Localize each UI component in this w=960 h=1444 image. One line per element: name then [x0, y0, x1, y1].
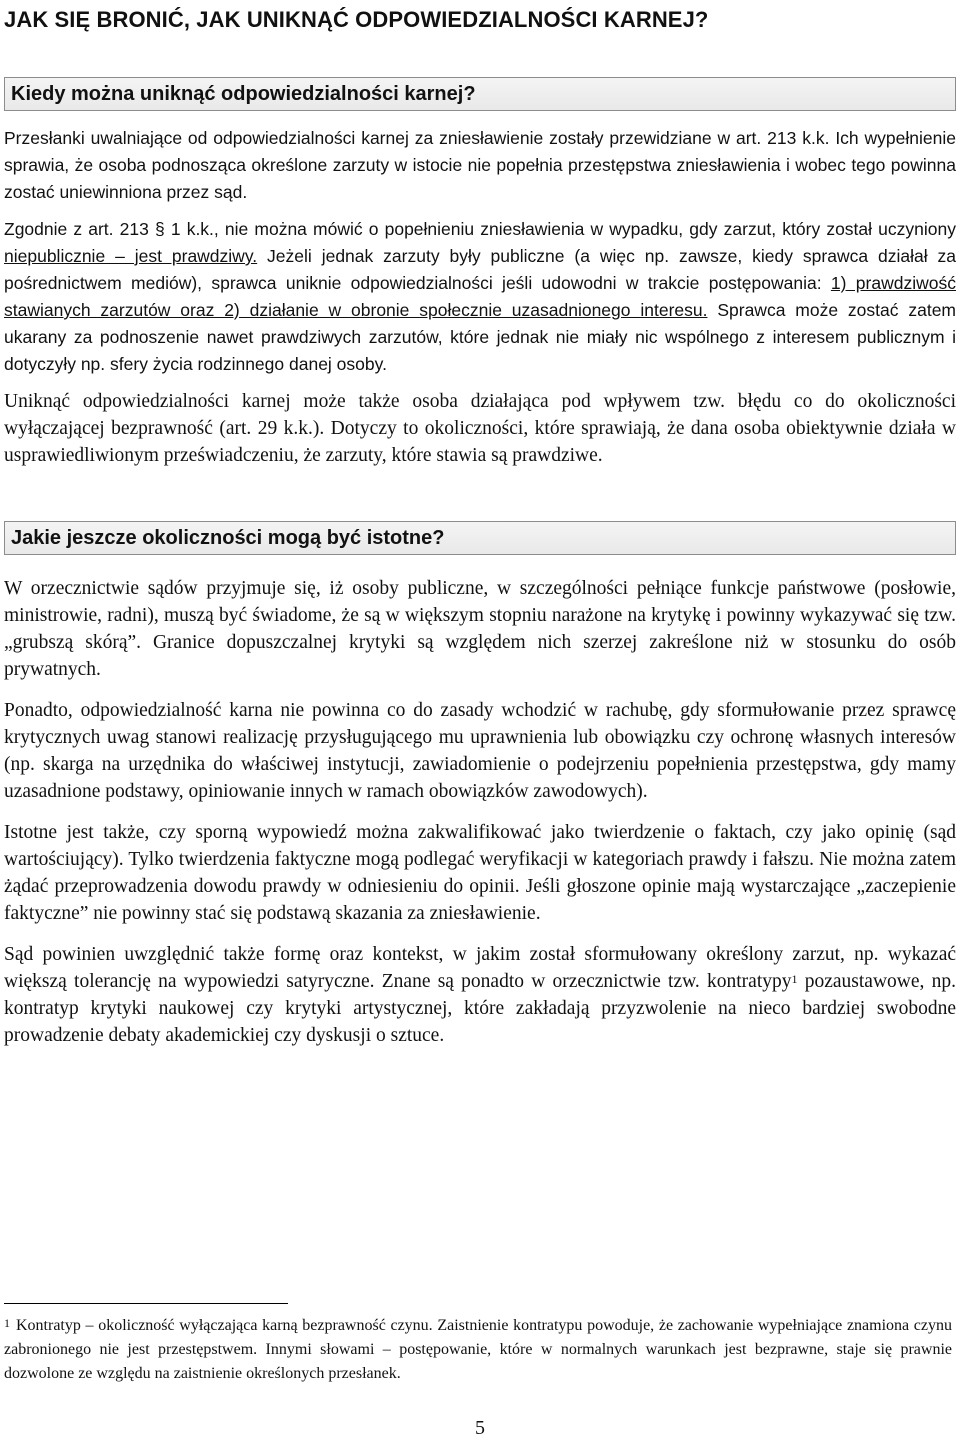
underlined-nonpublic-true: niepublicznie – jest prawdziwy.: [4, 246, 258, 266]
paragraph-facts-opinions: Istotne jest także, czy sporną wypowiedź można zakwalifikować jako twierdzenie o faktach, czy jako opinię (sąd wartościujący). Tylko twierdzenia faktyczne mogą podlegać weryfikacji w kategoriach prawdy i fałszu. Nie można zatem żądać przeprowadzenia dowodu prawdy w odniesieniu do opinii. Jeśli głoszone opinie mają wystarczające „zaczepienie faktyczne” nie powinny stać się podstawą skazania za zniesławienie.: [4, 822, 956, 924]
footnote-number: 1: [4, 1316, 10, 1330]
paragraph-premises: Przesłanki uwalniające od odpowiedzialności karnej za zniesławienie zostały przewidziane w art. 213 k.k. Ich wypełnienie sprawia, że osoba podnosząca określone zarzuty w istocie nie popełnia przestępstwa zniesławienia i wobec tego powinna zostać uniewinniona przez sąd.: [4, 128, 956, 202]
underlined-conditions: 1) prawdziwość stawianych zarzutów oraz 2) działanie w obronie społecznie uzasadnionego interesu.: [4, 273, 956, 320]
footnote: [4, 1314, 952, 1386]
paragraph-public-persons: W orzecznictwie sądów przyjmuje się, iż osoby publiczne, w szczególności pełniące funkcje państwowe (posłowie, ministrowie, radni), muszą być świadome, że są w większym stopniu narażone na krytykę i powinny wykazywać się tzw. „grubszą skórą”. Granice dopuszczalnej krytyki są względem nich szerzej zakreślone niż w stosunku do osób prywatnych.: [4, 578, 956, 680]
section-heading-circumstances: Jakie jeszcze okoliczności mogą być istotne?: [4, 521, 956, 555]
paragraph-form-context: [4, 941, 956, 1049]
paragraph-form-context-part-b: pozaustawowe, np. kontratyp krytyki naukowej czy krytyki artystycznej, które zakładają przyzwolenie na nieco bardziej swobodne prowadzenie debaty akademickiej czy dyskusji o sztuce.: [4, 971, 956, 1046]
footnote-reference[interactable]: 1: [791, 972, 798, 986]
page-number: 5: [475, 1417, 485, 1439]
paragraph-art-213: [4, 216, 956, 378]
section-heading-when: Kiedy można uniknąć odpowiedzialności karnej?: [4, 77, 956, 111]
document-title: JAK SIĘ BRONIĆ, JAK UNIKNĄĆ ODPOWIEDZIALNOŚCI KARNEJ?: [4, 7, 709, 32]
paragraph-art-213-part-c: Sprawca może zostać zatem ukarany za podnoszenie nawet prawdziwych zarzutów, które jednak nie miały nic wspólnego z interesem publicznym i dotyczyły np. sfery życia rodzinnego danej osoby.: [4, 300, 957, 374]
paragraph-form-context-part-a: Sąd powinien uwzględnić także formę oraz kontekst, w jakim został sformułowany określony zarzut, np. wykazać większą tolerancję na wypowiedzi satyryczne. Znane są ponadto w orzecznictwie tzw. kontratypy: [4, 944, 956, 992]
paragraph-error-art-29: Uniknąć odpowiedzialności karnej może także osoba działająca pod wpływem tzw. błędu co do okoliczności wyłączającej bezprawność (art. 29 k.k.). Dotyczy to okoliczności, które sprawiają, że dana osoba obiektywnie działa w usprawiedliwionym przeświadczeniu, że zarzuty, które stawia są prawdziwe.: [4, 391, 956, 466]
paragraph-art-213-part-a: Zgodnie z art. 213 § 1 k.k., nie można mówić o popełnieniu zniesławienia w wypadku, gdy zarzut, który został uczyniony: [4, 219, 956, 239]
paragraph-rights-duties: Ponadto, odpowiedzialność karna nie powinna co do zasady wchodzić w rachubę, gdy sformułowanie przez sprawcę krytycznych uwag stanowi realizację przysługującego mu uprawnienia lub obowiązku czy ochronę własnych interesów (np. skarga na urzędnika do właściwej instytucji, zawiadomienie o podejrzeniu popełnienia przestępstwa, gdy mamy uzasadnione podstawy, opiniowanie innych w ramach obowiązków zawodowych).: [4, 700, 956, 802]
paragraph-art-213-part-b: Jeżeli jednak zarzuty były publiczne (a więc np. zawsze, kiedy sprawca działał za pośrednictwem mediów), sprawca uniknie odpowiedzialności jeśli udowodni w trakcie postępowania:: [4, 246, 956, 293]
footnote-separator: [4, 1303, 288, 1304]
footnote-text: Kontratyp – okoliczność wyłączająca karną bezprawność czynu. Zaistnienie kontratypu powoduje, że zachowanie wypełniające znamiona czynu zabronionego nie jest przestępstwem. Innymi słowami – postępowanie, które w normalnych warunkach jest bezprawne, staje się prawnie dozwolone ze względu na zaistnienie określonych przesłanek.: [4, 1317, 952, 1382]
